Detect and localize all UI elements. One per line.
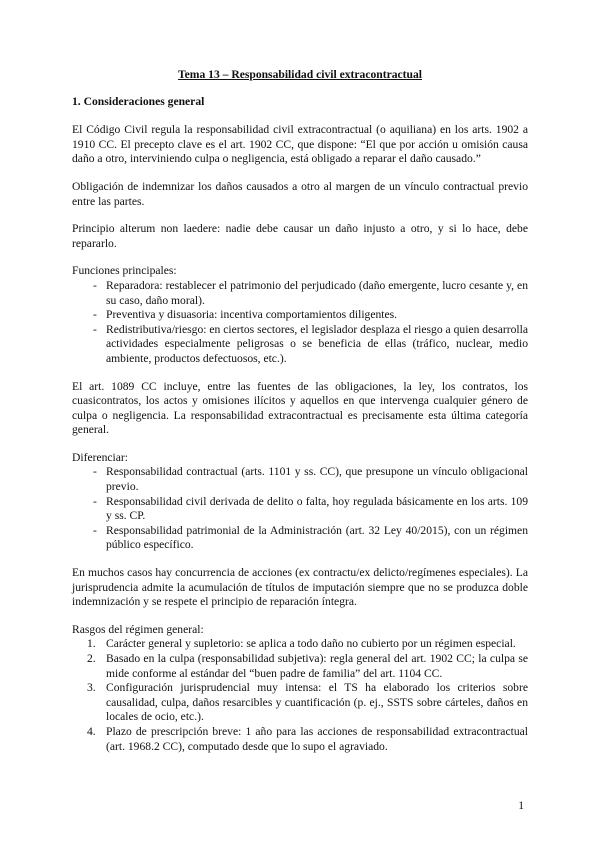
paragraph-principle: Principio alterum non laedere: nadie debe causar un daño injusto a otro, y si lo hace, debe repararlo. bbox=[72, 222, 528, 250]
paragraph-concurrence: En muchos casos hay concurrencia de acciones (ex contractu/ex delicto/regímenes especiales). La jurisprudencia admite la acumulación de títulos de imputación siempre que no se produzca doble indemnización y se respete el principio de reparación íntegra. bbox=[72, 566, 528, 609]
paragraph-definition: Obligación de indemnizar los daños causados a otro al margen de un vínculo contractual previo entre las partes. bbox=[72, 179, 528, 208]
list-text: Plazo de prescripción breve: 1 año para las acciones de responsabilidad extracontractual (art. 1968.2 CC), computado desde que lo supo el agraviado. bbox=[106, 724, 528, 753]
list-text: Basado en la culpa (responsabilidad subjetiva): regla general del art. 1902 CC; la culpa se mide conforme al estándar del “buen padre de familia” del art. 1104 CC. bbox=[106, 652, 528, 680]
differentiate-lead: Diferenciar: bbox=[72, 450, 128, 464]
list-item: - Responsabilidad contractual (arts. 1101 y ss. CC), que presupone un vínculo obligacional previo. bbox=[72, 465, 528, 494]
list-item: - Responsabilidad civil derivada de delito o falta, hoy regulada básicamente en los arts. 109 y ss. CP. bbox=[72, 495, 528, 524]
paragraph-intro: El Código Civil regula la responsabilidad civil extracontractual (o aquiliana) en los arts. 1902 a 1910 CC. El precepto clave es el art. 1902 CC, que dispone: “El que por acción u omisión causa daño a otro, interviniendo culpa o negligencia, está obligado a reparar el daño causado.” bbox=[72, 123, 528, 166]
list-number: 3. bbox=[87, 681, 96, 695]
document-title: Tema 13 – Responsabilidad civil extracontractual bbox=[177, 68, 422, 81]
list-text: Carácter general y supletorio: se aplica a todo daño no cubierto por un régimen especial. bbox=[106, 637, 516, 651]
differentiate-list bbox=[72, 465, 528, 553]
functions-list bbox=[72, 279, 528, 367]
list-item: - Responsabilidad patrimonial de la Administración (art. 32 Ley 40/2015), con un régimen público específico. bbox=[72, 524, 528, 553]
list-text: Configuración jurisprudencial muy intensa: el TS ha elaborado los criterios sobre causalidad, culpa, daños resarcibles y cuantificación (p. ej., SSTS sobre cárteles, daños en locales de ocio, etc.). bbox=[106, 681, 528, 724]
list-item bbox=[72, 652, 528, 681]
list-item: - Redistributiva/riesgo: en ciertos sectores, el legislador desplaza el riesgo a quien desarrolla actividades especialmente peligrosas o se beneficia de ellas (tráfico, nuclear, medio ambiente, productos defectuosos, etc.). bbox=[72, 323, 528, 367]
list-number: 2. bbox=[87, 652, 96, 665]
features-list bbox=[72, 637, 528, 754]
list-item: - Preventiva y disuasoria: incentiva comportamientos diligentes. bbox=[72, 308, 528, 323]
features-lead: Rasgos del régimen general: bbox=[72, 622, 204, 636]
list-number: 4. bbox=[87, 724, 96, 738]
list-item: - Reparadora: restablecer el patrimonio del perjudicado (daño emergente, lucro cesante y, en su caso, daño moral). bbox=[72, 279, 528, 308]
list-number: 1. bbox=[87, 637, 96, 651]
section-heading: 1. Consideraciones general bbox=[72, 94, 205, 108]
paragraph-sources: El art. 1089 CC incluye, entre las fuentes de las obligaciones, la ley, los contratos, los cuasicontratos, los actos y omisiones ilícitos y aquellos en que intervenga cualquier género de culpa o negligencia. La responsabilidad extracontractual es precisamente esta última categoría general. bbox=[72, 379, 528, 437]
list-item bbox=[72, 681, 528, 725]
list-item bbox=[72, 637, 528, 652]
page-number: 1 bbox=[518, 799, 524, 812]
functions-lead: Funciones principales: bbox=[72, 264, 177, 278]
document-page bbox=[72, 68, 528, 754]
list-item bbox=[72, 725, 528, 754]
